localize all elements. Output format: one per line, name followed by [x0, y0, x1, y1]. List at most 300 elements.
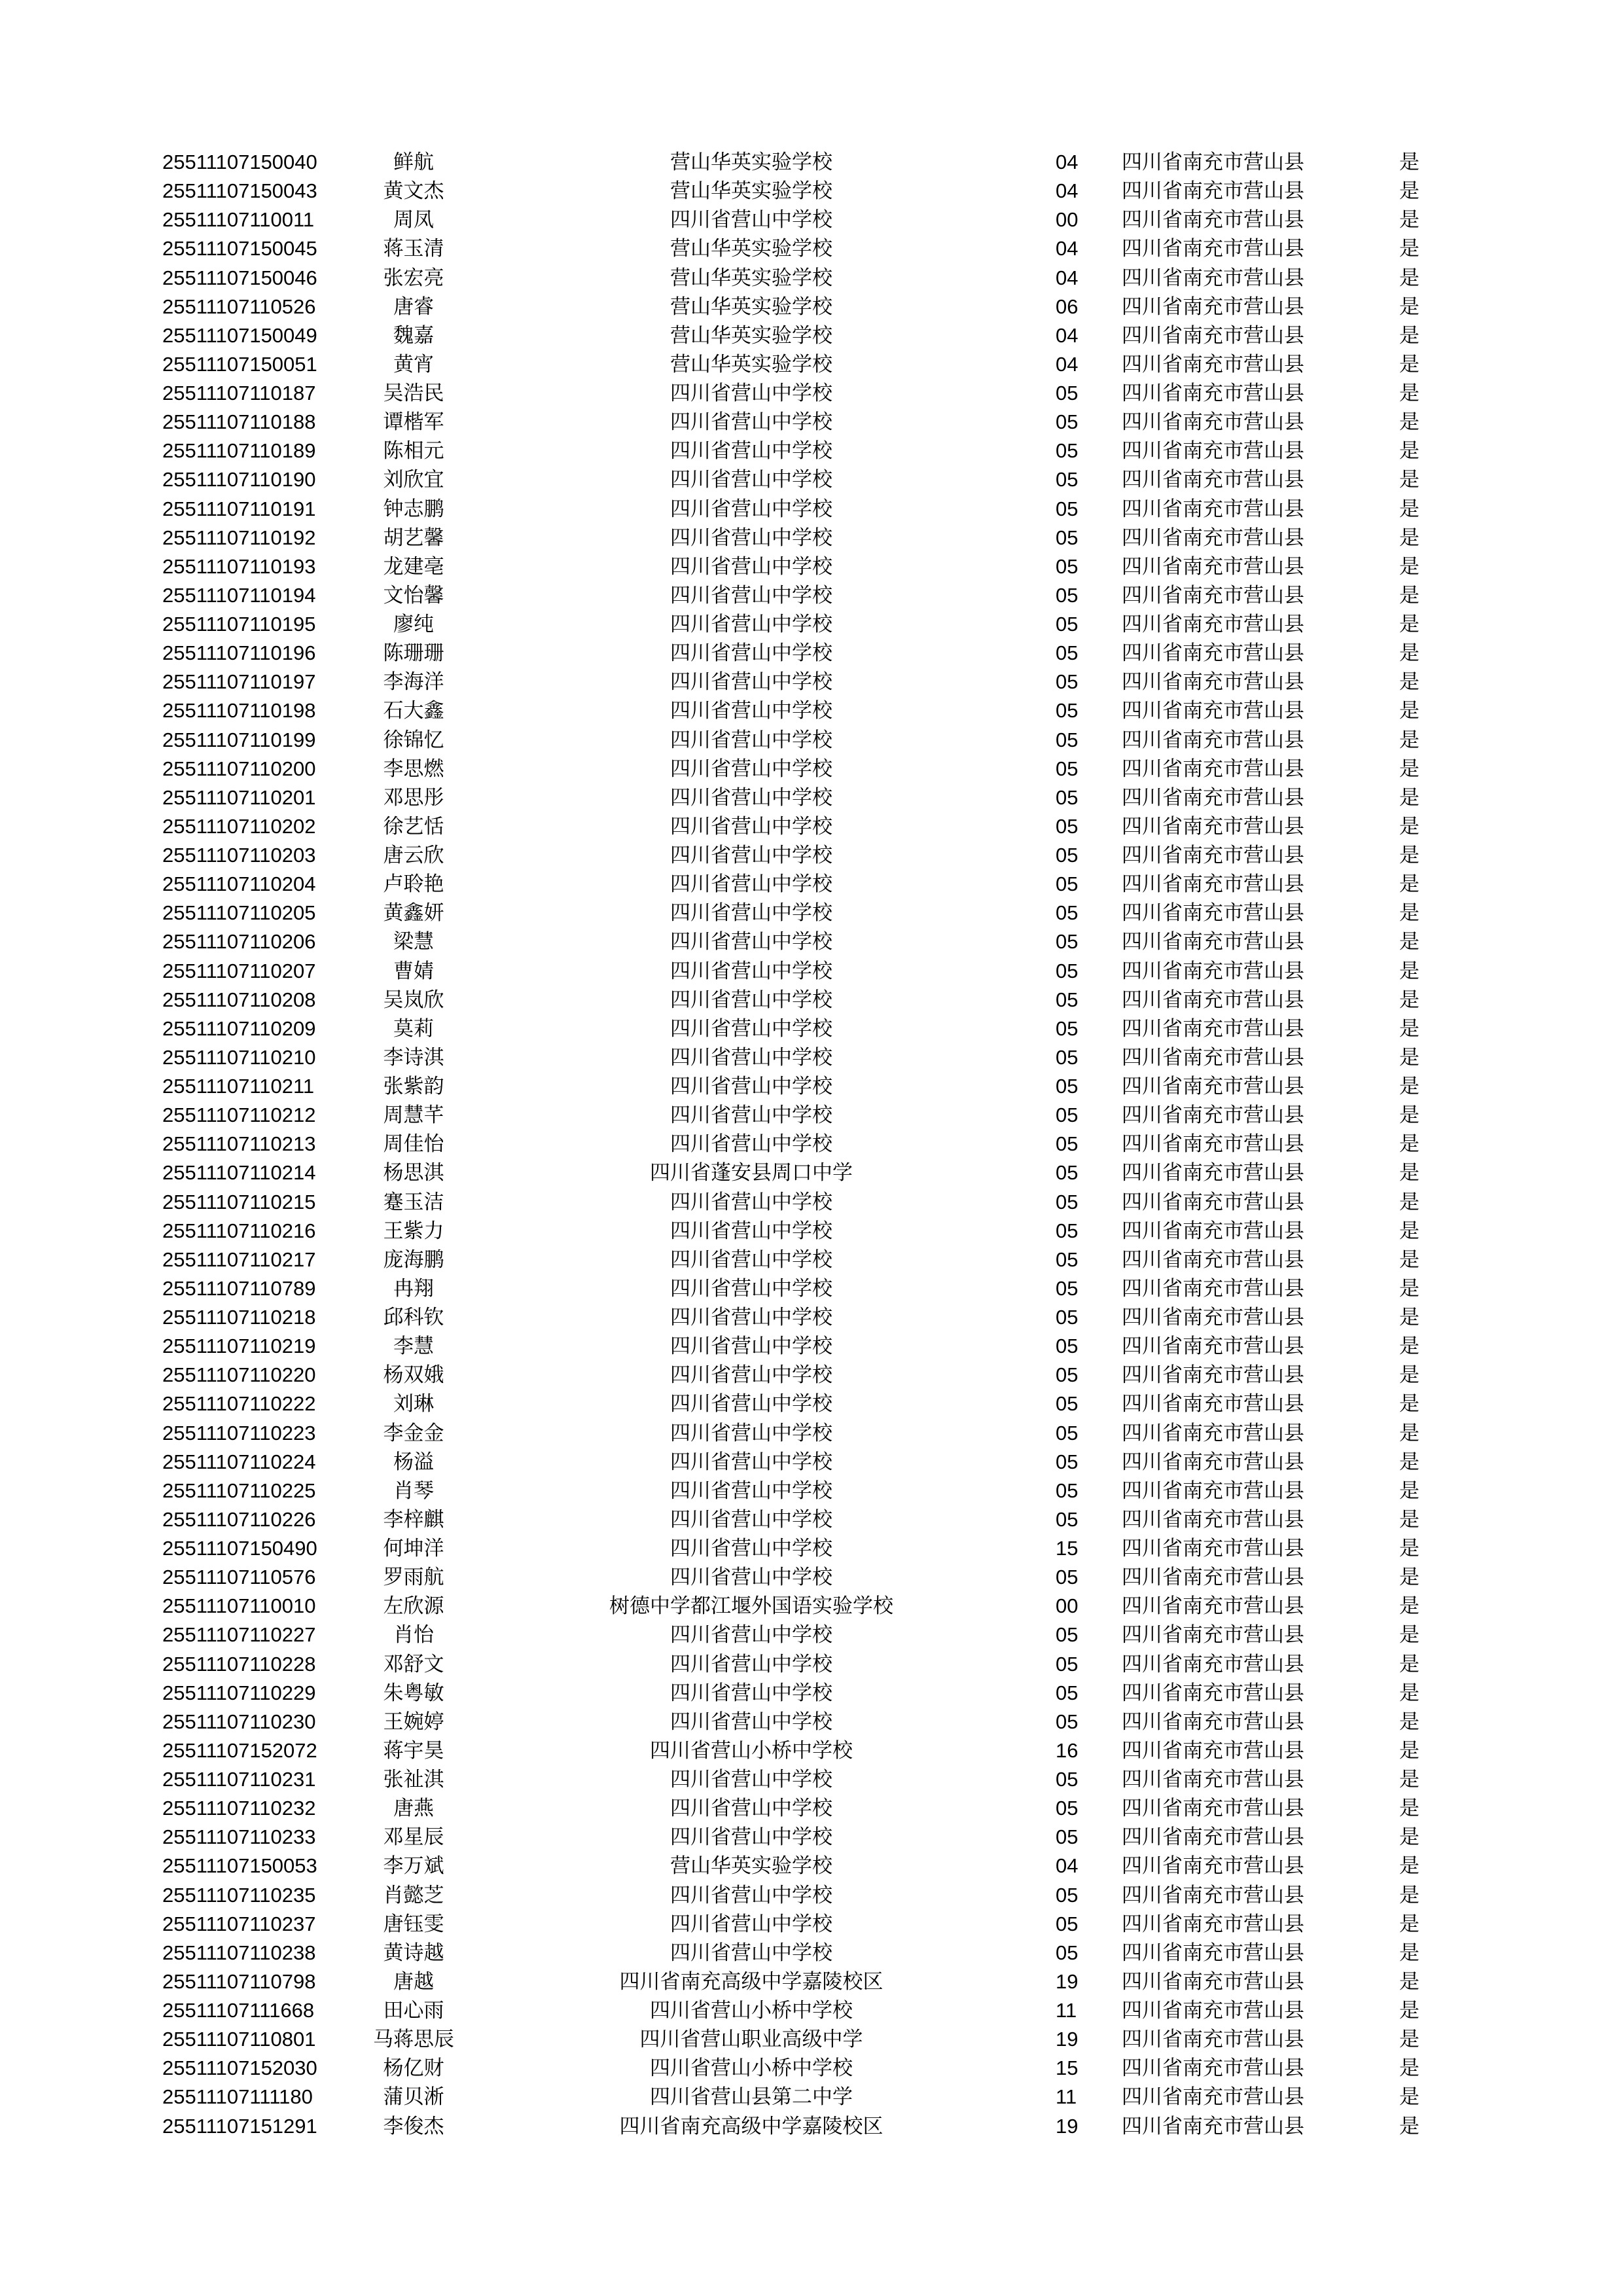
student-id-cell: 25511107110789: [162, 1276, 316, 1300]
school-name-cell-text: 四川省营山中学校: [670, 1335, 832, 1359]
student-id-cell: 25511107152030: [162, 2056, 317, 2080]
school-name-cell-text: 四川省营山中学校: [670, 1045, 832, 1069]
student-id-cell: 25511107152072: [162, 1738, 317, 1762]
category-code-cell: 00: [1056, 208, 1079, 232]
region-cell: 四川省南充市营山县: [1122, 1768, 1304, 1791]
status-flag-cell: 是: [1399, 901, 1419, 925]
student-name-cell-text: 刘琳: [393, 1392, 434, 1416]
student-id-cell: 25511107110798: [162, 1969, 316, 1993]
school-name-cell-text: 四川省南充高级中学嘉陵校区: [619, 1969, 883, 1994]
table-row: [0, 581, 1623, 610]
student-name-cell-text: 李海洋: [383, 670, 444, 694]
student-name-cell-text: 李诗淇: [383, 1045, 444, 1069]
student-id-cell: 25511107110233: [162, 1825, 316, 1849]
region-cell: 四川省南充市营山县: [1122, 699, 1304, 723]
region-cell: 四川省南充市营山县: [1122, 583, 1304, 607]
table-row: [0, 264, 1623, 293]
student-id-cell: 25511107110207: [162, 959, 316, 982]
category-code-cell: 11: [1056, 2085, 1077, 2109]
student-name-cell-text: 李梓麒: [383, 1507, 444, 1532]
table-row: [0, 293, 1623, 321]
school-name-cell-text: 营山华英实验学校: [670, 323, 832, 348]
status-flag-cell: 是: [1399, 1883, 1419, 1907]
table-row: [0, 610, 1623, 639]
school-name-cell-text: 四川省营山中学校: [670, 1768, 832, 1791]
status-flag-cell: 是: [1399, 1969, 1419, 1994]
student-name-cell-text: 张宏亮: [383, 266, 444, 290]
school-name-cell-text: 树德中学都江堰外国语实验学校: [609, 1594, 893, 1619]
student-id-cell: 25511107111180: [162, 2085, 313, 2109]
school-name-cell-text: 四川省蓬安县周口中学: [650, 1161, 853, 1185]
region-cell: 四川省南充市营山县: [1122, 988, 1304, 1012]
category-code-cell: 05: [1056, 1247, 1079, 1271]
school-name-cell-text: 四川省营山中学校: [670, 410, 832, 435]
category-code-cell: 05: [1056, 1768, 1079, 1791]
region-cell: 四川省南充市营山县: [1122, 266, 1304, 290]
school-name-cell-text: 四川省营山中学校: [670, 1797, 832, 1821]
status-flag-cell: 是: [1399, 699, 1419, 723]
region-cell: 四川省南充市营山县: [1122, 1999, 1304, 2022]
student-name-cell-text: 张祉淇: [383, 1768, 444, 1791]
student-id-cell: 25511107110226: [162, 1507, 316, 1531]
school-name-cell-text: 四川省营山中学校: [670, 1883, 832, 1907]
student-name-cell-text: 陈珊珊: [383, 641, 444, 666]
student-name-cell-text: 邓思彤: [383, 785, 444, 810]
school-name-cell-text: 四川省营山中学校: [670, 1710, 832, 1734]
status-flag-cell: 是: [1399, 1854, 1419, 1878]
student-name-cell-text: 廖纯: [393, 613, 434, 636]
school-name-cell-text: 四川省营山中学校: [670, 901, 832, 925]
category-code-cell: 05: [1056, 1306, 1079, 1329]
category-code-cell: 04: [1056, 237, 1079, 260]
student-name-cell-text: 李金金: [383, 1421, 444, 1445]
school-name-cell-text: 四川省营山中学校: [670, 1652, 832, 1676]
table-row: [0, 1881, 1623, 1910]
status-flag-cell: 是: [1399, 1276, 1419, 1300]
category-code-cell: 05: [1056, 670, 1079, 694]
student-id-cell: 25511107150053: [162, 1854, 317, 1878]
school-name-cell-text: 四川省营山中学校: [670, 1190, 832, 1214]
school-name-cell-text: 营山华英实验学校: [670, 352, 832, 376]
table-row: [0, 1188, 1623, 1217]
table-row: [0, 177, 1623, 206]
table-row: [0, 1332, 1623, 1361]
table-row: [0, 1477, 1623, 1505]
region-cell: 四川省南充市营山县: [1122, 1479, 1304, 1503]
region-cell: 四川省南充市营山县: [1122, 1392, 1304, 1416]
school-name-cell-text: 四川省营山中学校: [670, 1912, 832, 1936]
status-flag-cell: 是: [1399, 497, 1419, 521]
region-cell: 四川省南充市营山县: [1122, 1566, 1304, 1590]
region-cell: 四川省南充市营山县: [1122, 757, 1304, 781]
student-id-cell: 25511107110204: [162, 872, 316, 896]
school-name-cell-text: 四川省营山中学校: [670, 1363, 832, 1388]
region-cell: 四川省南充市营山县: [1122, 1421, 1304, 1445]
student-id-cell: 25511107110188: [162, 410, 316, 434]
student-name-cell-text: 卢聆艳: [383, 872, 444, 897]
table-row: [0, 1996, 1623, 2025]
region-cell: 四川省南充市营山县: [1122, 872, 1304, 897]
student-name-cell-text: 龙建亳: [383, 554, 444, 579]
table-row: [0, 206, 1623, 234]
student-id-cell: 25511107110216: [162, 1219, 316, 1242]
status-flag-cell: 是: [1399, 1710, 1419, 1734]
school-name-cell-text: 四川省营山中学校: [670, 757, 832, 781]
table-row: [0, 148, 1623, 177]
region-cell: 四川省南充市营山县: [1122, 1016, 1304, 1041]
student-name-cell-text: 陈相元: [383, 439, 444, 463]
table-row: [0, 524, 1623, 552]
table-row: [0, 957, 1623, 986]
region-cell: 四川省南充市营山县: [1122, 1306, 1304, 1329]
status-flag-cell: 是: [1399, 814, 1419, 838]
student-name-cell-text: 文怡馨: [383, 583, 444, 607]
category-code-cell: 04: [1056, 352, 1079, 376]
student-id-cell: 25511107110232: [162, 1797, 316, 1820]
student-name-cell-text: 肖懿芝: [383, 1883, 444, 1907]
category-code-cell: 05: [1056, 1075, 1079, 1098]
student-id-cell: 25511107110202: [162, 814, 316, 838]
table-row: [0, 1621, 1623, 1649]
school-name-cell-text: 营山华英实验学校: [670, 179, 832, 204]
table-row: [0, 755, 1623, 783]
student-id-cell: 25511107110228: [162, 1652, 316, 1676]
student-name-cell-text: 罗雨航: [383, 1566, 444, 1590]
school-name-cell-text: 四川省营山中学校: [670, 641, 832, 666]
table-row: [0, 1448, 1623, 1477]
student-id-cell: 25511107110218: [162, 1306, 316, 1329]
region-cell: 四川省南充市营山县: [1122, 1450, 1304, 1474]
student-name-cell-text: 杨双娥: [383, 1363, 444, 1388]
student-name-cell-text: 冉翔: [393, 1276, 434, 1300]
category-code-cell: 05: [1056, 1016, 1079, 1040]
student-id-cell: 25511107110220: [162, 1363, 316, 1387]
category-code-cell: 05: [1056, 554, 1079, 578]
category-code-cell: 05: [1056, 872, 1079, 896]
school-name-cell-text: 四川省营山中学校: [670, 1247, 832, 1272]
student-id-cell: 25511107110200: [162, 757, 316, 780]
region-cell: 四川省南充市营山县: [1122, 1941, 1304, 1965]
category-code-cell: 05: [1056, 757, 1079, 780]
region-cell: 四川省南充市营山县: [1122, 1969, 1304, 1994]
status-flag-cell: 是: [1399, 1219, 1419, 1243]
category-code-cell: 11: [1056, 1999, 1077, 2022]
student-id-cell: 25511107150045: [162, 237, 317, 260]
student-name-cell-text: 刘欣宜: [383, 468, 444, 492]
region-cell: 四川省南充市营山县: [1122, 1190, 1304, 1214]
student-id-cell: 25511107110190: [162, 468, 316, 492]
student-id-cell: 25511107110187: [162, 382, 316, 404]
region-cell: 四川省南充市营山县: [1122, 2114, 1304, 2138]
table-row: [0, 465, 1623, 494]
region-cell: 四川省南充市营山县: [1122, 1883, 1304, 1907]
region-cell: 四川省南充市营山县: [1122, 785, 1304, 810]
school-name-cell-text: 四川省营山中学校: [670, 526, 832, 550]
status-flag-cell: 是: [1399, 208, 1419, 232]
student-id-cell: 25511107110526: [162, 295, 316, 318]
student-name-cell-text: 李思燃: [383, 757, 444, 781]
category-code-cell: 19: [1056, 1969, 1079, 1993]
student-name-cell-text: 唐云欣: [383, 844, 444, 867]
status-flag-cell: 是: [1399, 352, 1419, 376]
category-code-cell: 04: [1056, 266, 1079, 289]
region-cell: 四川省南充市营山县: [1122, 1103, 1304, 1128]
student-name-cell-text: 张紫韵: [383, 1075, 444, 1098]
table-row: [0, 783, 1623, 812]
status-flag-cell: 是: [1399, 1016, 1419, 1041]
region-cell: 四川省南充市营山县: [1122, 439, 1304, 463]
category-code-cell: 15: [1056, 1537, 1079, 1560]
school-name-cell-text: 四川省营山中学校: [670, 468, 832, 492]
student-name-cell-text: 李俊杰: [383, 2114, 444, 2138]
student-id-cell: 25511107110192: [162, 526, 316, 549]
school-name-cell-text: 四川省营山中学校: [670, 1276, 832, 1300]
status-flag-cell: 是: [1399, 1623, 1419, 1647]
table-row: [0, 234, 1623, 263]
table-row: [0, 321, 1623, 350]
region-cell: 四川省南充市营山县: [1122, 1623, 1304, 1647]
status-flag-cell: 是: [1399, 844, 1419, 867]
student-id-cell: 25511107110223: [162, 1421, 316, 1444]
table-row: [0, 2083, 1623, 2111]
table-row: [0, 870, 1623, 899]
student-id-cell: 25511107150049: [162, 323, 317, 347]
table-row: [0, 696, 1623, 725]
status-flag-cell: 是: [1399, 1247, 1419, 1272]
school-name-cell-text: 营山华英实验学校: [670, 266, 832, 290]
region-cell: 四川省南充市营山县: [1122, 1912, 1304, 1936]
category-code-cell: 04: [1056, 323, 1079, 347]
region-cell: 四川省南充市营山县: [1122, 1045, 1304, 1069]
status-flag-cell: 是: [1399, 323, 1419, 348]
school-name-cell-text: 四川省营山中学校: [670, 1537, 832, 1560]
region-cell: 四川省南充市营山县: [1122, 468, 1304, 492]
category-code-cell: 05: [1056, 1681, 1079, 1704]
category-code-cell: 05: [1056, 1335, 1079, 1358]
student-id-cell: 25511107110237: [162, 1912, 316, 1935]
student-name-cell-text: 唐越: [393, 1969, 434, 1994]
school-name-cell-text: 四川省营山中学校: [670, 670, 832, 694]
category-code-cell: 05: [1056, 1450, 1079, 1473]
student-name-cell-text: 蒲贝淅: [383, 2085, 444, 2109]
category-code-cell: 15: [1056, 2056, 1079, 2080]
table-row: [0, 1246, 1623, 1274]
table-row: [0, 552, 1623, 581]
status-flag-cell: 是: [1399, 554, 1419, 579]
status-flag-cell: 是: [1399, 266, 1419, 290]
table-row: [0, 1361, 1623, 1390]
table-row: [0, 1505, 1623, 1534]
student-id-cell: 25511107150040: [162, 151, 317, 173]
school-name-cell-text: 四川省营山中学校: [670, 930, 832, 954]
status-flag-cell: 是: [1399, 1738, 1419, 1763]
table-row: [0, 350, 1623, 379]
student-name-cell-text: 何坤洋: [383, 1537, 444, 1560]
region-cell: 四川省南充市营山县: [1122, 382, 1304, 405]
category-code-cell: 00: [1056, 1594, 1079, 1618]
category-code-cell: 16: [1056, 1738, 1079, 1762]
category-code-cell: 05: [1056, 699, 1079, 723]
student-id-cell: 25511107150051: [162, 352, 317, 376]
student-name-cell-text: 蒋宇昊: [383, 1738, 444, 1763]
student-id-cell: 25511107150043: [162, 179, 317, 203]
category-code-cell: 05: [1056, 844, 1079, 867]
student-name-cell-text: 鲜航: [393, 151, 434, 174]
student-id-cell: 25511107110203: [162, 844, 316, 867]
school-name-cell-text: 四川省营山中学校: [670, 497, 832, 521]
student-id-cell: 25511107110227: [162, 1623, 316, 1647]
status-flag-cell: 是: [1399, 641, 1419, 666]
status-flag-cell: 是: [1399, 1132, 1419, 1157]
school-name-cell-text: 四川省营山中学校: [670, 1306, 832, 1329]
region-cell: 四川省南充市营山县: [1122, 613, 1304, 636]
student-name-cell-text: 周慧芊: [383, 1103, 444, 1128]
region-cell: 四川省南充市营山县: [1122, 930, 1304, 954]
school-name-cell-text: 四川省营山中学校: [670, 1479, 832, 1503]
category-code-cell: 05: [1056, 1912, 1079, 1935]
category-code-cell: 19: [1056, 2114, 1079, 2138]
region-cell: 四川省南充市营山县: [1122, 1276, 1304, 1300]
table-row: [0, 1419, 1623, 1448]
category-code-cell: 05: [1056, 1363, 1079, 1387]
table-row: [0, 1592, 1623, 1621]
student-name-cell-text: 肖琴: [393, 1479, 434, 1503]
student-name-cell-text: 蒋玉清: [383, 237, 444, 261]
category-code-cell: 05: [1056, 410, 1079, 434]
school-name-cell-text: 四川省营山中学校: [670, 959, 832, 983]
school-name-cell-text: 四川省营山中学校: [670, 583, 832, 607]
status-flag-cell: 是: [1399, 1075, 1419, 1098]
category-code-cell: 05: [1056, 901, 1079, 925]
school-name-cell-text: 四川省营山中学校: [670, 613, 832, 636]
student-id-cell: 25511107110229: [162, 1681, 316, 1704]
region-cell: 四川省南充市营山县: [1122, 844, 1304, 867]
region-cell: 四川省南充市营山县: [1122, 1507, 1304, 1532]
category-code-cell: 05: [1056, 1219, 1079, 1242]
table-row: [0, 1101, 1623, 1130]
status-flag-cell: 是: [1399, 1566, 1419, 1590]
table-row: [0, 1563, 1623, 1592]
region-cell: 四川省南充市营山县: [1122, 554, 1304, 579]
student-id-cell: 25511107110215: [162, 1190, 316, 1213]
table-row: [0, 1765, 1623, 1794]
status-flag-cell: 是: [1399, 1479, 1419, 1503]
table-row: [0, 1823, 1623, 1852]
student-id-cell: 25511107110201: [162, 785, 316, 809]
category-code-cell: 05: [1056, 1045, 1079, 1069]
region-cell: 四川省南充市营山县: [1122, 1652, 1304, 1676]
student-name-cell-text: 徐锦忆: [383, 728, 444, 752]
table-row: [0, 1390, 1623, 1418]
table-row: [0, 1650, 1623, 1679]
region-cell: 四川省南充市营山县: [1122, 526, 1304, 550]
category-code-cell: 04: [1056, 179, 1079, 203]
region-cell: 四川省南充市营山县: [1122, 1710, 1304, 1734]
status-flag-cell: 是: [1399, 1045, 1419, 1069]
status-flag-cell: 是: [1399, 179, 1419, 204]
student-id-cell: 25511107110206: [162, 930, 316, 954]
table-row: [0, 812, 1623, 841]
school-name-cell-text: 四川省营山职业高级中学: [639, 2028, 863, 2052]
category-code-cell: 06: [1056, 295, 1079, 318]
student-id-cell: 25511107110011: [162, 208, 315, 232]
student-id-cell: 25511107110235: [162, 1883, 316, 1907]
table-row: [0, 986, 1623, 1014]
student-name-cell-text: 田心雨: [383, 1999, 444, 2022]
status-flag-cell: 是: [1399, 468, 1419, 492]
region-cell: 四川省南充市营山县: [1122, 237, 1304, 261]
category-code-cell: 05: [1056, 1797, 1079, 1820]
school-name-cell-text: 营山华英实验学校: [670, 295, 832, 319]
status-flag-cell: 是: [1399, 1797, 1419, 1821]
category-code-cell: 05: [1056, 1507, 1079, 1531]
region-cell: 四川省南充市营山县: [1122, 1825, 1304, 1850]
school-name-cell-text: 四川省营山中学校: [670, 814, 832, 838]
school-name-cell-text: 四川省营山中学校: [670, 554, 832, 579]
region-cell: 四川省南充市营山县: [1122, 1537, 1304, 1560]
region-cell: 四川省南充市营山县: [1122, 1854, 1304, 1878]
status-flag-cell: 是: [1399, 872, 1419, 897]
category-code-cell: 19: [1056, 2028, 1079, 2051]
status-flag-cell: 是: [1399, 1537, 1419, 1560]
student-name-cell-text: 魏嘉: [393, 323, 434, 348]
status-flag-cell: 是: [1399, 988, 1419, 1012]
student-name-cell-text: 马蒋思辰: [373, 2028, 454, 2052]
category-code-cell: 05: [1056, 526, 1079, 549]
region-cell: 四川省南充市营山县: [1122, 208, 1304, 232]
student-id-cell: 25511107110197: [162, 670, 316, 694]
school-name-cell-text: 四川省营山中学校: [670, 699, 832, 723]
status-flag-cell: 是: [1399, 1912, 1419, 1936]
status-flag-cell: 是: [1399, 1594, 1419, 1619]
school-name-cell-text: 四川省营山中学校: [670, 1016, 832, 1041]
category-code-cell: 05: [1056, 1190, 1079, 1213]
school-name-cell-text: 四川省营山中学校: [670, 1623, 832, 1647]
student-name-cell-text: 莫莉: [393, 1016, 434, 1041]
student-id-cell: 25511107110194: [162, 583, 316, 607]
student-id-cell: 25511107110199: [162, 728, 316, 751]
school-name-cell-text: 四川省营山中学校: [670, 872, 832, 897]
status-flag-cell: 是: [1399, 1652, 1419, 1676]
student-id-cell: 25511107110225: [162, 1479, 316, 1502]
student-id-cell: 25511107110576: [162, 1566, 316, 1589]
school-name-cell-text: 营山华英实验学校: [670, 1854, 832, 1878]
student-name-cell-text: 石大鑫: [383, 699, 444, 723]
table-row: [0, 1679, 1623, 1708]
student-name-cell-text: 蹇玉洁: [383, 1190, 444, 1214]
school-name-cell-text: 四川省营山中学校: [670, 1941, 832, 1965]
student-id-cell: 25511107110010: [162, 1594, 316, 1618]
student-id-cell: 25511107110212: [162, 1103, 316, 1127]
student-id-cell: 25511107150046: [162, 266, 317, 289]
school-name-cell-text: 营山华英实验学校: [670, 151, 832, 174]
table-row: [0, 379, 1623, 408]
region-cell: 四川省南充市营山县: [1122, 728, 1304, 752]
student-id-cell: 25511107110224: [162, 1450, 316, 1473]
status-flag-cell: 是: [1399, 526, 1419, 550]
student-id-cell: 25511107110195: [162, 613, 316, 636]
student-name-cell-text: 王婉婷: [383, 1710, 444, 1734]
table-row: [0, 639, 1623, 668]
region-cell: 四川省南充市营山县: [1122, 410, 1304, 435]
student-name-cell-text: 李万斌: [383, 1854, 444, 1878]
category-code-cell: 05: [1056, 583, 1079, 607]
region-cell: 四川省南充市营山县: [1122, 1594, 1304, 1619]
school-name-cell-text: 四川省营山中学校: [670, 382, 832, 405]
status-flag-cell: 是: [1399, 410, 1419, 435]
school-name-cell-text: 四川省营山中学校: [670, 208, 832, 232]
region-cell: 四川省南充市营山县: [1122, 1132, 1304, 1157]
